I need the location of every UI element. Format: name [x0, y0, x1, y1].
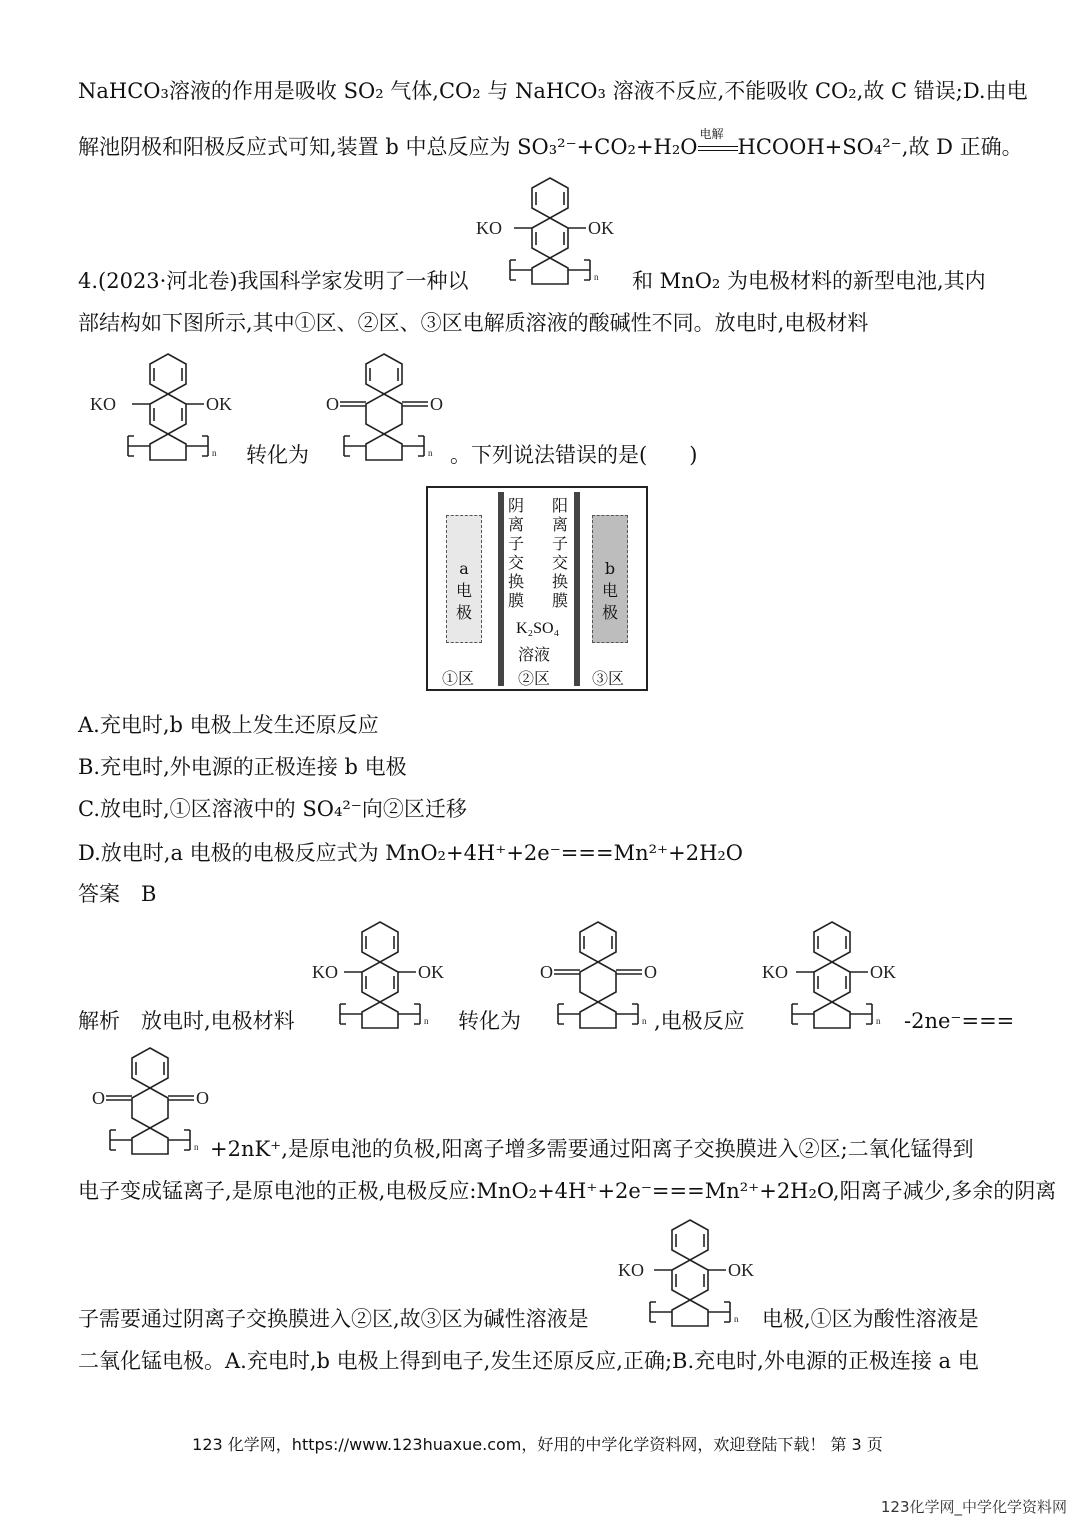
polymer-n: n [194, 1142, 199, 1152]
polymer-hydroquinone-structure-3 [300, 916, 460, 1028]
polymer-hydroquinone-structure-2 [88, 348, 248, 460]
electrode-b [592, 515, 628, 643]
analysis-line-4b: 电极,①区为酸性溶液是 [762, 1307, 979, 1331]
analysis-line-3: 电子变成锰离子,是原电池的正极,电极反应:MnO₂+4H⁺+2e⁻===Mn²⁺+2H₂O,阳离子减少,多余的阴离 [78, 1179, 1057, 1203]
ok-label-right: OK [206, 394, 232, 414]
electrolysis-condition: 电解 [699, 126, 724, 141]
ko-label-left: KO [312, 962, 338, 982]
polymer-quinone-structure-1 [304, 348, 464, 460]
text-line-2a: 解池阴极和阳极反应式可知,装置 b 中总反应为 SO₃²⁻+CO₂+H₂O [78, 135, 698, 159]
question-4-convert: 转化为 [246, 443, 309, 467]
ok-label-right: OK [728, 1260, 754, 1280]
ok-label-right: OK [870, 962, 896, 982]
answer: 答案 B [78, 882, 157, 906]
ko-label-left: KO [90, 394, 116, 414]
oxygen-label-right: O [430, 394, 443, 414]
oxygen-label-left: O [326, 394, 339, 414]
oxygen-label-right: O [196, 1088, 209, 1108]
electrode-b-label: b 电 极 [601, 559, 618, 622]
oxygen-label-left: O [540, 962, 553, 982]
analysis-line-4a: 子需要通过阴离子交换膜进入②区,故③区为碱性溶液是 [78, 1307, 589, 1331]
cation-exchange-membrane [574, 492, 580, 686]
page-footer: 123 化学网，https://www.123huaxue.com，好用的中学化学资料网，欢迎登陆下载！ 第 3 页 [192, 1435, 883, 1454]
ko-label-left: KO [618, 1260, 644, 1280]
analysis-electrode-reaction: ,电极反应 [654, 1009, 745, 1033]
anion-membrane-label: 阴 离 子 交 换 膜 [508, 496, 525, 610]
polymer-n: n [734, 1314, 739, 1324]
analysis-start: 解析 放电时,电极材料 [78, 1009, 295, 1033]
polymer-n: n [424, 1016, 429, 1026]
option-a: A.充电时,b 电极上发生还原反应 [78, 713, 379, 737]
polymer-n: n [594, 272, 599, 282]
analysis-convert: 转化为 [458, 1009, 521, 1033]
question-4-ask: 。下列说法错误的是( ) [450, 443, 698, 467]
battery-diagram [426, 486, 648, 691]
oxygen-label-left: O [92, 1088, 105, 1108]
zone-3-label: ③区 [592, 669, 625, 688]
polymer-quinone-structure-2 [518, 916, 678, 1028]
solution-formula: K₂SO₄ [516, 620, 560, 637]
ok-label-right: OK [418, 962, 444, 982]
polymer-hydroquinone-structure-4 [752, 916, 912, 1028]
question-4-line1 [78, 266, 469, 296]
text-line-2 [78, 126, 1023, 162]
text-line-2b: HCOOH+SO₄²⁻,故 D 正确。 [737, 135, 1023, 159]
polymer-n: n [212, 448, 217, 458]
polymer-hydroquinone-structure-1 [470, 172, 630, 284]
zone-1-label: ①区 [442, 669, 475, 688]
polymer-hydroquinone-structure-5 [610, 1214, 770, 1326]
ko-label-left: KO [762, 962, 788, 982]
solution-word: 溶液 [518, 645, 551, 664]
question-4-line1-end: 和 MnO₂ 为电极材料的新型电池,其内 [632, 269, 986, 293]
option-b: B.充电时,外电源的正极连接 b 电极 [78, 755, 407, 779]
electrolysis-arrow [698, 126, 738, 159]
site-watermark: 123化学网_中学化学资料网 [880, 1498, 1067, 1516]
analysis-electrons: -2ne⁻=== [904, 1009, 1015, 1033]
analysis-line-5: 二氧化锰电极。A.充电时,b 电极上得到电子,发生还原反应,正确;B.充电时,外电源的正极连接 a 电 [78, 1349, 979, 1373]
polymer-quinone-structure-3 [70, 1042, 230, 1154]
text-line-1: NaHCO₃溶液的作用是吸收 SO₂ 气体,CO₂ 与 NaHCO₃ 溶液不反应,不能吸收 CO₂,故 C 错误;D.由电 [78, 79, 1028, 103]
polymer-n: n [642, 1016, 647, 1026]
question-4-line2: 部结构如下图所示,其中①区、②区、③区电解质溶液的酸碱性不同。放电时,电极材料 [78, 311, 869, 335]
polymer-n: n [428, 448, 433, 458]
polymer-n: n [876, 1016, 881, 1026]
ok-label-right: OK [588, 218, 614, 238]
oxygen-label-right: O [644, 962, 657, 982]
cation-membrane-label: 阳 离 子 交 换 膜 [552, 496, 569, 610]
option-d: D.放电时,a 电极的电极反应式为 MnO₂+4H⁺+2e⁻===Mn²⁺+2H₂O [78, 841, 744, 865]
ko-label-left: KO [476, 218, 502, 238]
anion-exchange-membrane [498, 492, 504, 686]
question-4-start: 4.(2023·河北卷)我国科学家发明了一种以 [78, 269, 469, 293]
electrode-a [446, 515, 482, 643]
analysis-line-2: +2nK⁺,是原电池的负极,阳离子增多需要通过阳离子交换膜进入②区;二氧化锰得到 [210, 1137, 974, 1161]
electrode-a-label: a 电 极 [455, 559, 472, 622]
zone-2-label: ②区 [518, 669, 551, 688]
option-c: C.放电时,①区溶液中的 SO₄²⁻向②区迁移 [78, 797, 467, 821]
